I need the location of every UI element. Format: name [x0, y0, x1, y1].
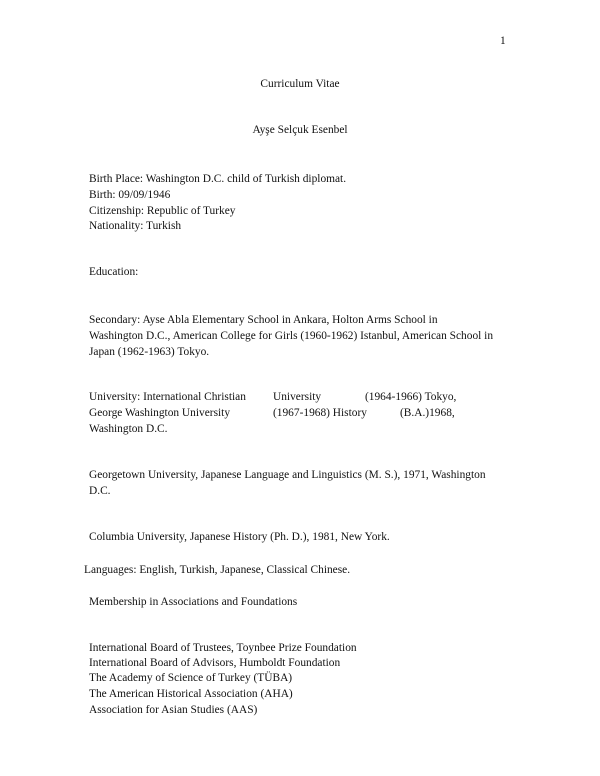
membership-heading: Membership in Associations and Foundations	[89, 596, 298, 608]
secondary-line-2: Washington D.C., American College for Girls (1960-1962) Istanbul, American School in	[89, 330, 494, 342]
university-row-2-col-3: (B.A.)1968,	[400, 407, 455, 419]
university-row-2-col-1: George Washington University	[89, 407, 231, 419]
birth-date: Birth: 09/09/1946	[89, 189, 171, 201]
page-number: 1	[500, 35, 506, 47]
document-title: Curriculum Vitae	[260, 78, 340, 90]
georgetown-line-1: Georgetown University, Japanese Language and Linguistics (M. S.), 1971, Washington	[89, 469, 486, 481]
membership-item: The Academy of Science of Turkey (TÜBA)	[89, 672, 293, 684]
university-row-1-col-3: (1964-1966) Tokyo,	[365, 391, 457, 403]
nationality: Nationality: Turkish	[89, 220, 182, 232]
membership-item: The American Historical Association (AHA)	[89, 688, 293, 700]
university-row-2-col-2: (1967-1968) History	[273, 407, 367, 419]
university-row-3: Washington D.C.	[89, 423, 168, 435]
university-row-2	[89, 406, 519, 422]
university-row-1-col-1: University: International Christian	[89, 391, 246, 403]
birth-place: Birth Place: Washington D.C. child of Turkish diplomat.	[89, 173, 347, 185]
citizenship: Citizenship: Republic of Turkey	[89, 205, 236, 217]
languages-line: Languages: English, Turkish, Japanese, Classical Chinese.	[84, 564, 351, 576]
columbia-line: Columbia University, Japanese History (Ph. D.), 1981, New York.	[89, 531, 390, 543]
secondary-line-1: Secondary: Ayse Abla Elementary School in Ankara, Holton Arms School in	[89, 314, 438, 326]
university-row-1-col-2: University	[273, 391, 322, 403]
university-row-1	[89, 390, 519, 406]
membership-item: International Board of Trustees, Toynbee Prize Foundation	[89, 642, 357, 654]
membership-item: International Board of Advisors, Humboldt Foundation	[89, 657, 341, 669]
georgetown-line-2: D.C.	[89, 485, 111, 497]
secondary-line-3: Japan (1962-1963) Tokyo.	[89, 346, 210, 358]
membership-item: Association for Asian Studies (AAS)	[89, 704, 258, 716]
person-name: Ayşe Selçuk Esenbel	[252, 124, 348, 136]
education-heading: Education:	[89, 266, 139, 278]
